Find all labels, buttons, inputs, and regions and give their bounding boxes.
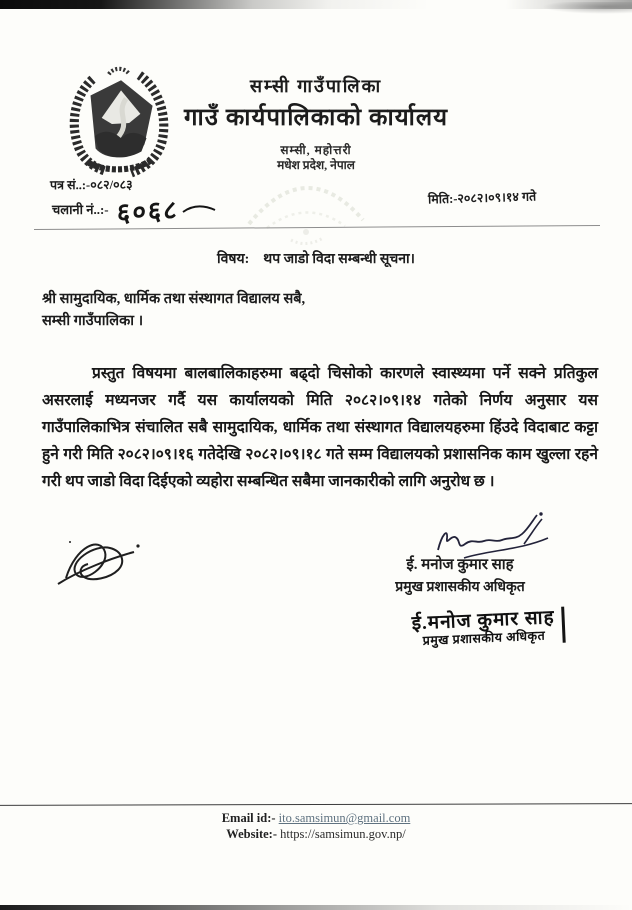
name-designation-ink-stamp xyxy=(411,607,565,650)
website-label: Website:- xyxy=(226,827,277,841)
initials-scribble xyxy=(50,530,150,602)
footer-contact-block xyxy=(0,810,632,842)
round-stamp-icon xyxy=(233,158,379,250)
scan-artifact-bottom-edge xyxy=(0,905,632,910)
subject-text: थप जाडो विदा सम्बन्धी सूचना। xyxy=(263,252,415,267)
pen-flourish-stroke xyxy=(182,202,216,216)
subject-label: विषय: xyxy=(217,252,250,267)
stamp-designation: प्रमुख प्रशासकीय अधिकृत xyxy=(422,628,546,648)
date-line xyxy=(428,187,537,207)
scan-artifact-top-right-smudge xyxy=(542,2,632,14)
handwritten-initials-icon xyxy=(50,530,150,602)
footer-email-line xyxy=(0,810,632,826)
addressee-line-2: सम्सी गाउँपालिका । xyxy=(42,313,144,329)
stamp-name: ई.मनोज कुमार साह xyxy=(411,607,556,635)
signatory-designation: प्रमुख प्रशासकीय अधिकृत xyxy=(395,580,525,595)
date-label: मिति:- xyxy=(427,191,458,207)
letter-number-value: ०८२/०८३ xyxy=(90,177,133,193)
letter-number-label: पत्र सं..:- xyxy=(49,178,91,193)
subject-line xyxy=(0,249,632,268)
addressee-line-1: श्री सामुदायिक, धार्मिक तथा संस्थागत विद्यालय सबै, xyxy=(42,291,306,307)
letter-body-paragraph: प्रस्तुत विषयमा बालबालिकाहरुमा बढ्दो चिसोको कारणले स्वास्थ्यमा पर्ने सक्ने प्रतिकुल असरलाई मध्यनजर गर्दै यस कार्यालयको मिति २०८२।०९।१४ गतेको निर्णय अनुसार यस गाउँपालिकाभित्र संचालित सबै सामुदायिक, धार्मिक तथा संस्थागत विद्यालयहरुमा हिंउदे विदाबाट कट्टा हुने गरी मिति २०८२।०९।१६ गतेदेखि २०८२।०९।१८ गते सम्म विद्यालयको प्रशासनिक काम खुल्ला रहने गरी थप जाडो विदा दिईएको व्यहोरा सम्बन्धित सबैमा जानकारीको लागि अनुरोध छ । xyxy=(42,365,598,490)
signatory-name: ई. मनोज कुमार साह xyxy=(406,557,514,573)
dispatch-number-handwritten: ६०६८ xyxy=(115,195,180,228)
address-province: मधेश प्रदेश, नेपाल xyxy=(277,158,355,172)
footer-website-line xyxy=(0,826,632,842)
website-url: https://samsimun.gov.np/ xyxy=(280,827,406,841)
email-link[interactable]: ito.samsimun@gmail.com xyxy=(278,811,411,825)
dispatch-number-line xyxy=(52,192,216,228)
municipality-name: सम्सी गाउँपालिका xyxy=(249,76,383,96)
faint-round-stamp-watermark xyxy=(233,158,379,250)
scan-artifact-top-edge xyxy=(0,0,632,9)
letter-number-line xyxy=(50,176,133,194)
office-name: गाउँ कार्यपालिकाको कार्यालय xyxy=(183,105,449,131)
email-label: Email id:- xyxy=(221,811,276,825)
dispatch-number-label: चलानी नं..:- xyxy=(52,202,109,217)
footer-divider-line xyxy=(0,803,632,806)
date-value: २०८२।०९।१४ गते xyxy=(457,189,537,206)
address-district: सम्सी, महोत्तरी xyxy=(280,143,352,157)
